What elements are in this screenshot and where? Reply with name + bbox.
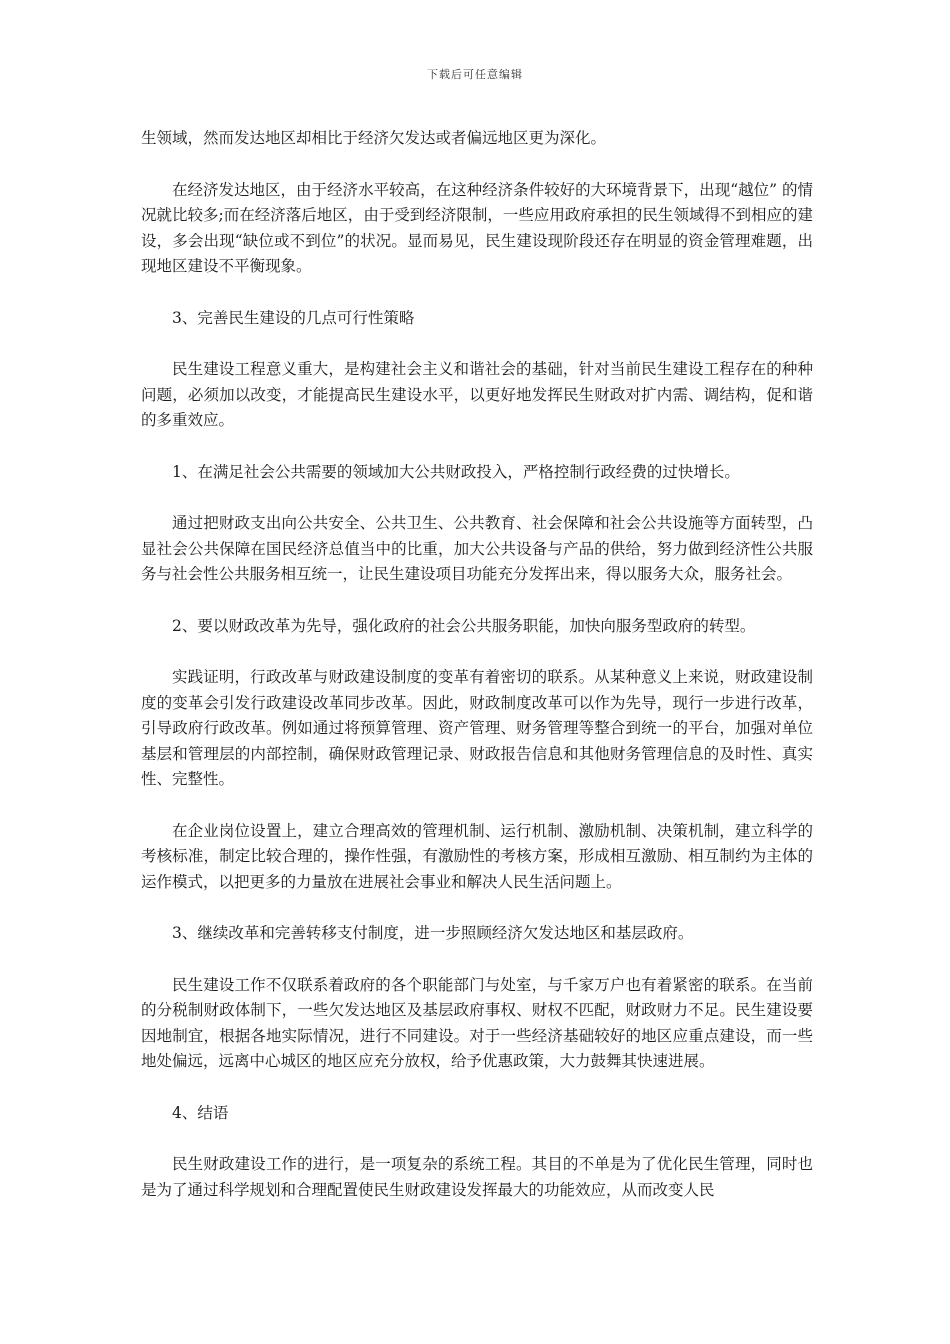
- section-heading: 4、结语: [172, 1103, 229, 1122]
- paragraph: 民生财政建设工作的进行，是一项复杂的系统工程。其目的不单是为了优化民生管理，同时也是为了通过科学规划和合理配置使民生财政建设发挥最大的功能效应，从而改变人民: [141, 1155, 813, 1199]
- subsection-heading: 3、继续改革和完善转移支付制度，进一步照顾经济欠发达地区和基层政府。: [172, 924, 694, 942]
- paragraph: 民生建设工程意义重大，是构建社会主义和谐社会的基础，针对当前民生建设工程存在的种种问题，必须加以改变，才能提高民生建设水平，以更好地发挥民生财政对扩内需、调结构，促和谐的多重效应。: [141, 360, 813, 429]
- paragraph: 实践证明，行政改革与财政建设制度的变革有着密切的联系。从某种意义上来说，财政建设制度的变革会引发行政建设改革同步改革。因此，财政制度改革可以作为先导，现行一步进行改革，引导政府行政改革。例如通过将预算管理、资产管理、财务管理等整合到统一的平台，加强对单位基层和管理层的内部控制，确保财政管理记录、财政报告信息和其他财务管理信息的及时性、真实性、完整性。: [141, 668, 813, 788]
- document-body: [141, 126, 813, 1229]
- paragraph: 在经济发达地区，由于经济水平较高，在这种经济条件较好的大环境背景下，出现“越位” 的情况就比较多;而在经济落后地区，由于受到经济限制，一些应用政府承担的民生领域得不到相应的建设，多会出现“缺位或不到位”的状况。显而易见，民生建设现阶段还存在明显的资金管理难题，出现地区建设不平衡现象。: [141, 180, 813, 275]
- paragraph-continuation: 生领域，然而发达地区却相比于经济欠发达或者偏远地区更为深化。: [141, 129, 607, 147]
- paragraph: 民生建设工作不仅联系着政府的各个职能部门与处室，与千家万户也有着紧密的联系。在当前的分税制财政体制下，一些欠发达地区及基层政府事权、财权不匹配，财政财力不足。民生建设要因地制宜，根据各地实际情况，进行不同建设。对于一些经济基础较好的地区应重点建设，而一些地处偏远，远离中心城区的地区应充分放权，给予优惠政策，大力鼓舞其快速进展。: [141, 975, 813, 1070]
- section-heading: 3、完善民生建设的几点可行性策略: [172, 308, 415, 327]
- page-header-note: 下载后可任意编辑: [427, 68, 523, 81]
- paragraph: 通过把财政支出向公共安全、公共卫生、公共教育、社会保障和社会公共设施等方面转型，凸显社会公共保障在国民经济总值当中的比重，加大公共设备与产品的供给，努力做到经济性公共服务与社会性公共服务相互统一，让民生建设项目功能充分发挥出来，得以服务大众，服务社会。: [141, 514, 813, 583]
- paragraph: 在企业岗位设置上，建立合理高效的管理机制、运行机制、激励机制、决策机制，建立科学的考核标准，制定比较合理的，操作性强，有激励性的考核方案，形成相互激励、相互制约为主体的运作模式，以把更多的力量放在进展社会事业和解决人民生活问题上。: [141, 821, 813, 891]
- subsection-heading: 2、要以财政改革为先导，强化政府的社会公共服务职能，加快向服务型政府的转型。: [172, 616, 756, 635]
- subsection-heading: 1、在满足社会公共需要的领域加大公共财政投入，严格控制行政经费的过快增长。: [172, 462, 740, 481]
